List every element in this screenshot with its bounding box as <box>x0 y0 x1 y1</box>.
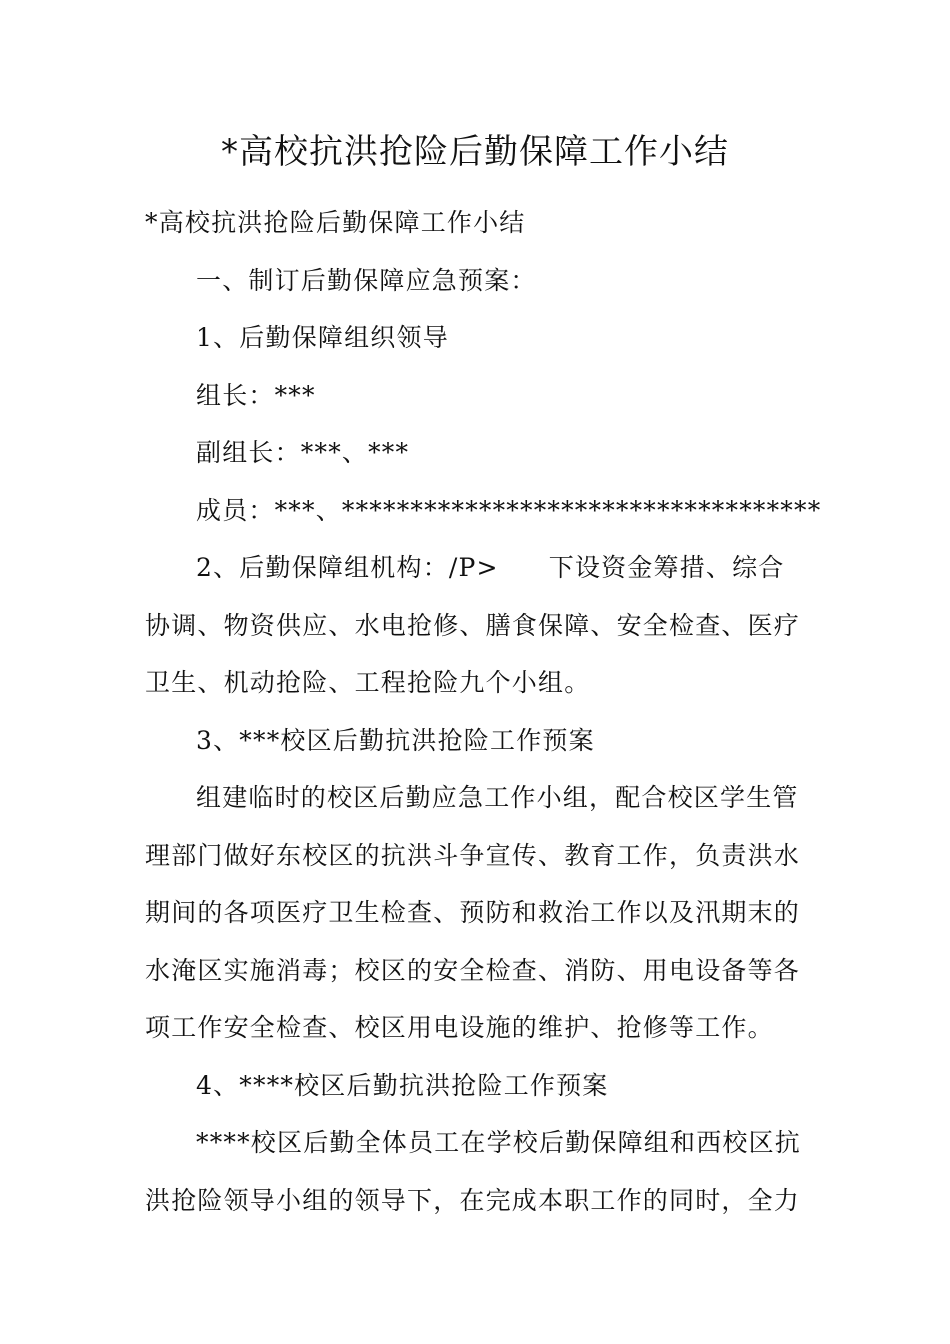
paragraph-item-2 <box>145 539 807 712</box>
paragraph-item-2-body: 下设资金筹措、综合协调、物资供应、水电抢修、膳食保障、安全检查、医疗卫生、机动抢险、工程抢险九个小组。 <box>145 553 801 697</box>
paragraph-subtitle: *高校抗洪抢险后勤保障工作小结 <box>145 208 526 237</box>
paragraph-item-1: 1、后勤保障组织领导 <box>196 323 449 352</box>
document-body <box>145 194 822 1229</box>
paragraph-item-4-body: ****校区后勤全体员工在学校后勤保障组和西校区抗洪抢险领导小组的领导下，在完成本职工作的同时，全力 <box>145 1128 802 1215</box>
paragraph-section-heading: 一、制订后勤保障应急预案： <box>196 265 537 295</box>
paragraph-item-2-label: 2、后勤保障组机构：/P> <box>196 553 499 582</box>
paragraph-item-4: 4、****校区后勤抗洪抢险工作预案 <box>196 1070 609 1100</box>
paragraph-deputy-leader: 副组长：***、*** <box>196 438 410 467</box>
paragraph-item-3: 3、***校区后勤抗洪抢险工作预案 <box>196 725 595 755</box>
paragraph-members: 成员：***、*********************************** <box>196 495 822 525</box>
paragraph-item-3-body: 组建临时的校区后勤应急工作小组，配合校区学生管理部门做好东校区的抗洪斗争宣传、教育工作，负责洪水期间的各项医疗卫生检查、预防和救治工作以及汛期末的水淹区实施消毒；校区的安全检查、消防、用电设备等各项工作安全检查、校区用电设施的维护、抢修等工作。 <box>145 783 801 1042</box>
paragraph-leader: 组长：*** <box>196 380 316 410</box>
document-title: *高校抗洪抢险后勤保障工作小结 <box>221 132 729 172</box>
